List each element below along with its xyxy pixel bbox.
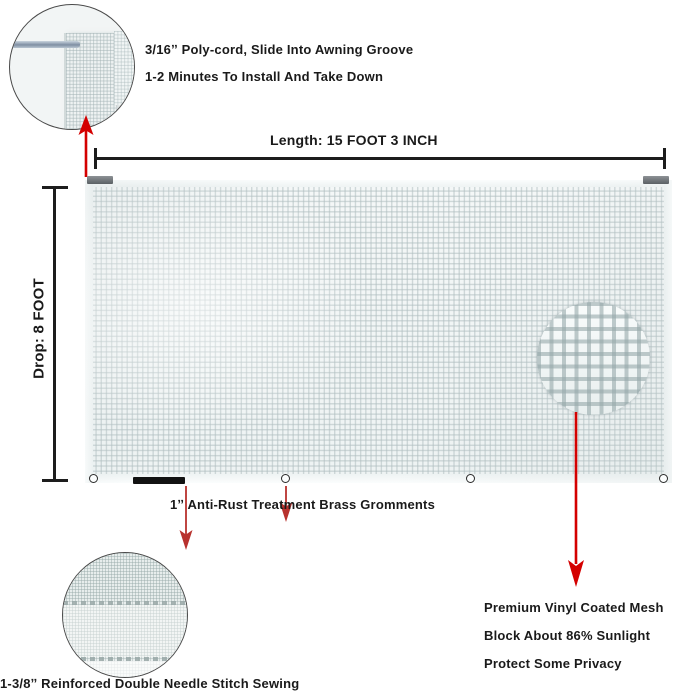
stitch-seam-upper [63,601,187,605]
mesh-text-line-2: Block About 86% Sunlight [484,628,651,643]
arrow-up-icon-to-cord-callout [77,115,95,177]
drop-dimension-line [53,186,56,482]
grommet-text: 1ˮ Anti-Rust Treatment Brass Gromments [170,497,436,512]
drop-dimension-label: Drop: 8 FOOT [30,278,48,379]
stitch-seam-lower [63,657,187,661]
stitch-text: 1-3/8ˮ Reinforced Double Needle Stitch Sewing [0,676,300,691]
care-label-patch [133,477,185,484]
panel-hem-right [664,180,672,483]
corner-cord-tab-left [87,176,113,184]
arrow-down-icon-to-mesh-text [566,412,586,587]
arrow-down-icon-to-stitch-callout [178,486,194,550]
poly-cord-text-line-2: 1-2 Minutes To Install And Take Down [145,69,384,84]
corner-cord-tab-right [643,176,669,184]
grommet [659,474,668,483]
drop-tick-top [42,186,68,189]
weave-magnifier-circle [537,302,650,415]
stitch-band-lower [63,661,187,677]
length-dimension-line [94,157,666,160]
grommet [281,474,290,483]
mesh-text-line-1: Premium Vinyl Coated Mesh [484,600,664,615]
panel-hem-top [85,180,672,187]
length-tick-right [663,148,666,169]
stitch-detail-circle [62,552,188,678]
panel-hem-left [85,180,93,483]
stitch-band-upper [63,605,187,657]
mesh-text-line-3: Protect Some Privacy [484,656,622,671]
poly-cord-detail-circle [9,4,135,130]
drop-tick-bottom [42,479,68,482]
mesh-hem-fold-secondary [114,31,135,105]
length-tick-left [94,148,97,169]
poly-cord [9,41,80,48]
grommet [89,474,98,483]
grommet [466,474,475,483]
length-dimension-label: Length: 15 FOOT 3 INCH [270,132,438,148]
poly-cord-text-line-1: 3/16ˮ Poly-cord, Slide Into Awning Groove [145,42,414,57]
